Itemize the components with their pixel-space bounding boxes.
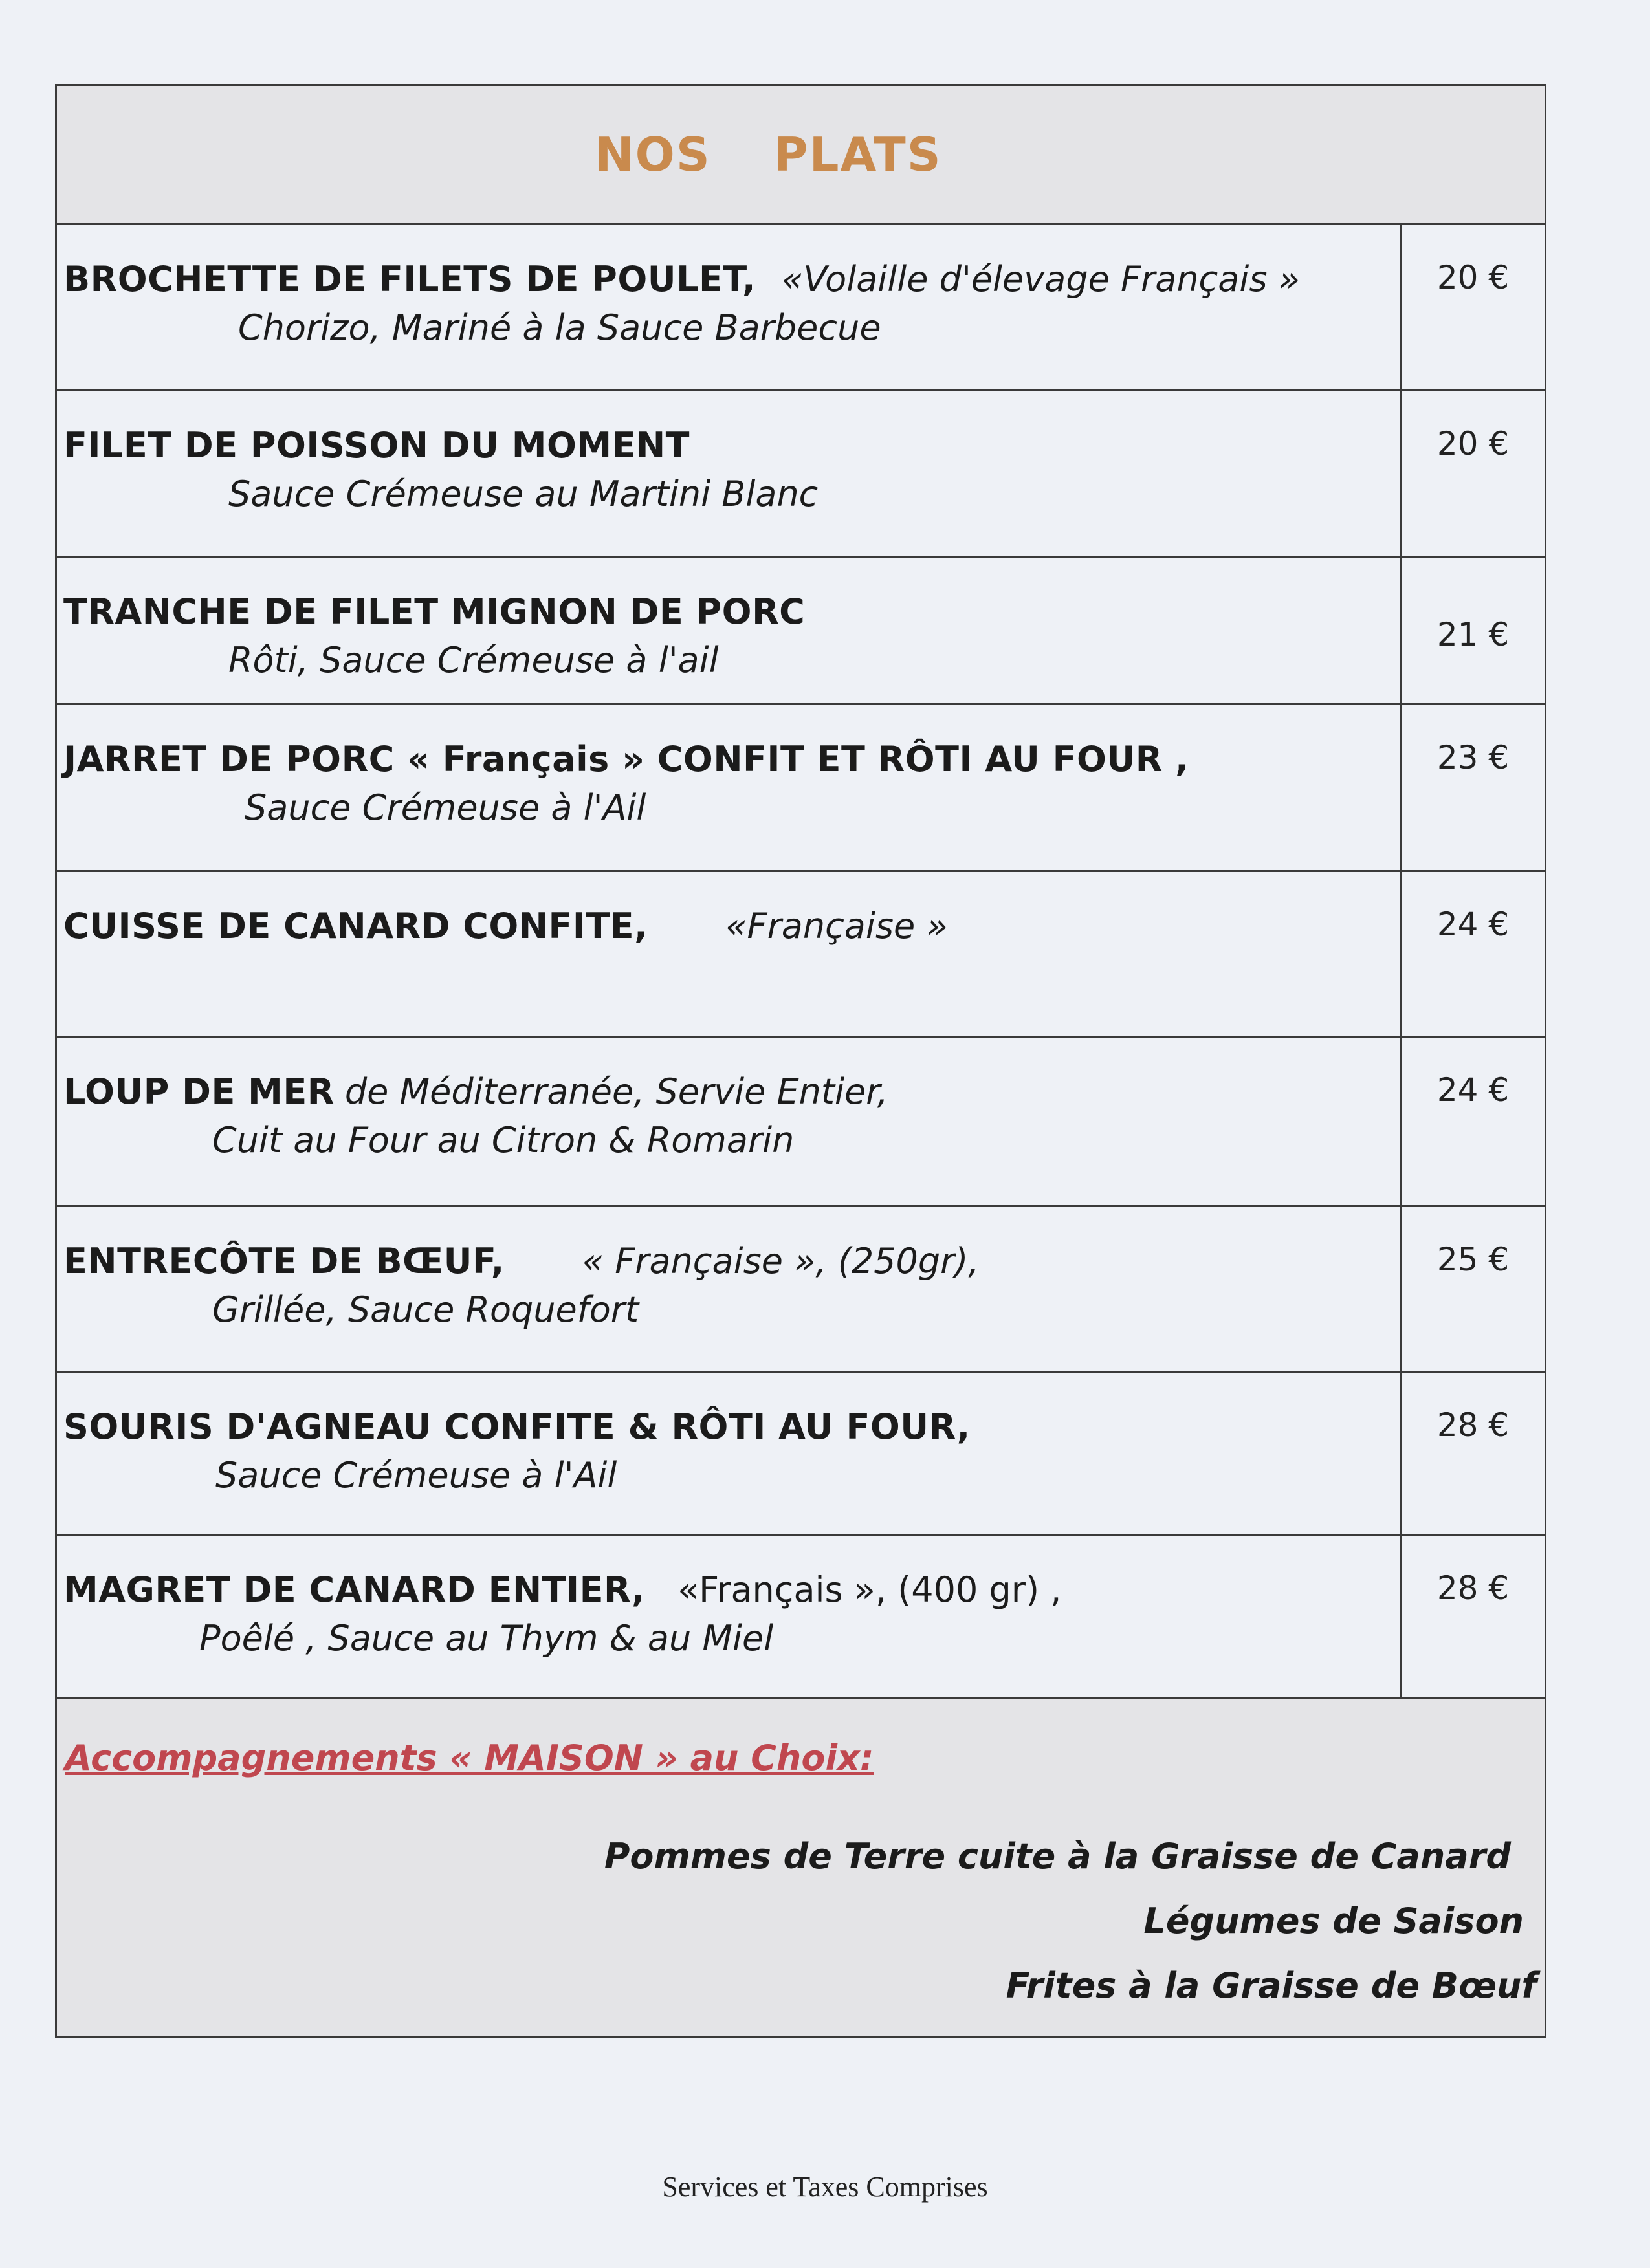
dish-row (57, 558, 1545, 705)
dish-note: «Française » (725, 906, 948, 946)
dish-name: TRANCHE DE FILET MIGNON DE PORC (63, 591, 806, 632)
dish-row (57, 391, 1545, 558)
sides-section (57, 1699, 1545, 2036)
side-item: Pommes de Terre cuite à la Graisse de Canard (604, 1836, 1511, 1877)
dish-note: « Française », (250gr), (582, 1241, 980, 1281)
dish-name: BROCHETTE DE FILETS DE POULET, (63, 259, 756, 300)
dish-description: Sauce Crémeuse à l'Ail (215, 1454, 617, 1496)
dish-price: 21 € (1436, 616, 1510, 653)
dish-row (57, 705, 1545, 872)
dish-row (57, 225, 1545, 391)
dish-note: «Volaille d'élevage Français » (782, 259, 1300, 300)
dish-price: 28 € (1436, 1406, 1510, 1444)
dish-row (57, 1373, 1545, 1536)
dish-price: 24 € (1436, 906, 1510, 943)
dish-price: 20 € (1436, 425, 1510, 463)
dish-description: Sauce Crémeuse au Martini Blanc (228, 473, 819, 514)
menu-header (57, 86, 1545, 225)
dish-price: 25 € (1436, 1241, 1510, 1278)
dish-note: «Français », (400 gr) , (677, 1569, 1062, 1610)
side-item: Frites à la Graisse de Bœuf (1006, 1965, 1537, 2006)
dish-price: 28 € (1436, 1569, 1510, 1607)
sides-title: Accompagnements « MAISON » au Choix: (65, 1738, 874, 1778)
menu-table (55, 84, 1546, 2038)
menu-title: NOS PLATS (595, 127, 942, 182)
dish-name: ENTRECÔTE DE BŒUF, (63, 1241, 505, 1281)
dish-price: 20 € (1436, 259, 1510, 296)
dish-description: Grillée, Sauce Roquefort (212, 1289, 639, 1330)
dish-row (57, 1207, 1545, 1373)
dish-description: Rôti, Sauce Crémeuse à l'ail (228, 639, 719, 681)
dish-name: LOUP DE MER (63, 1071, 335, 1112)
dish-name: MAGRET DE CANARD ENTIER, (63, 1569, 646, 1610)
dish-name: FILET DE POISSON DU MOMENT (63, 425, 690, 466)
footer-note: Services et Taxes Comprises (662, 2171, 988, 2203)
dish-description: Cuit au Four au Citron & Romarin (212, 1119, 795, 1161)
dish-row (57, 1536, 1545, 1699)
dish-description: Poêlé , Sauce au Thym & au Miel (199, 1617, 774, 1659)
dish-note: de Méditerranée, Servie Entier, (344, 1071, 888, 1112)
dish-row (57, 872, 1545, 1038)
dish-name: CUISSE DE CANARD CONFITE, (63, 906, 648, 946)
dish-description: Sauce Crémeuse à l'Ail (245, 787, 646, 828)
dish-name: JARRET DE PORC « Français » CONFIT ET RÔTI AU FOUR , (63, 739, 1189, 780)
side-item: Légumes de Saison (1143, 1901, 1524, 1941)
dish-price: 23 € (1436, 739, 1510, 776)
dish-row (57, 1038, 1545, 1207)
dish-name: SOURIS D'AGNEAU CONFITE & RÔTI AU FOUR, (63, 1406, 971, 1447)
dish-price: 24 € (1436, 1071, 1510, 1109)
dish-description: Chorizo, Mariné à la Sauce Barbecue (238, 307, 881, 348)
